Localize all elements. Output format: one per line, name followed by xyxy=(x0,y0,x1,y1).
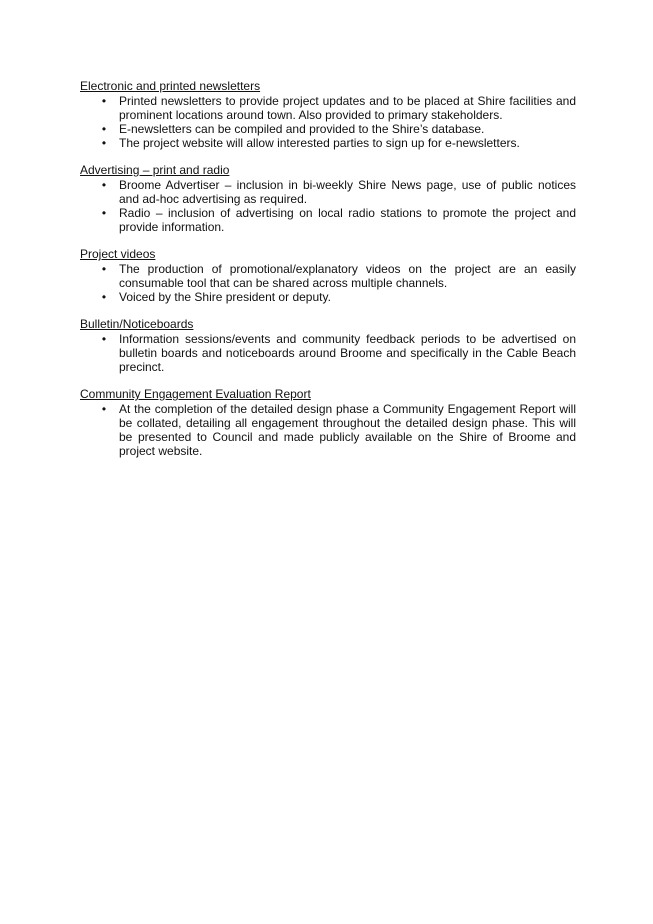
list-item-text: Voiced by the Shire president or deputy. xyxy=(119,290,331,304)
list-item-text: Broome Advertiser – inclusion in bi-weekly Shire News page, use of public notices and ad-hoc advertising as required. xyxy=(119,178,576,206)
list-item-text: E-newsletters can be compiled and provided to the Shire’s database. xyxy=(119,122,485,136)
section-heading: Advertising – print and radio xyxy=(80,163,230,177)
list-item xyxy=(80,178,576,206)
bullet-icon: • xyxy=(101,402,107,416)
section-evaluation-report xyxy=(80,387,576,458)
bullet-icon: • xyxy=(101,122,107,136)
bullet-list xyxy=(80,402,576,458)
list-item-text: Information sessions/events and community feedback periods to be advertised on bulletin boards and noticeboards around Broome and specifically in the Cable Beach precinct. xyxy=(119,332,576,374)
list-item xyxy=(80,206,576,234)
list-item xyxy=(80,332,576,374)
bullet-list xyxy=(80,94,576,150)
list-item xyxy=(80,402,576,458)
list-item xyxy=(80,94,576,122)
list-item xyxy=(80,262,576,290)
list-item-text: Printed newsletters to provide project updates and to be placed at Shire facilities and prominent locations around town. Also provided to primary stakeholders. xyxy=(119,94,576,122)
section-heading: Project videos xyxy=(80,247,156,261)
section-heading: Community Engagement Evaluation Report xyxy=(80,387,311,401)
list-item-text: The project website will allow interested parties to sign up for e-newsletters. xyxy=(119,136,520,150)
list-item-text: At the completion of the detailed design phase a Community Engagement Report will be collated, detailing all engagement throughout the detailed design phase. This will be presented to Council and made publicly available on the Shire of Broome and project website. xyxy=(119,402,576,458)
document-body xyxy=(80,79,576,471)
list-item xyxy=(80,290,576,304)
list-item xyxy=(80,136,576,150)
bullet-icon: • xyxy=(101,332,107,346)
bullet-list xyxy=(80,178,576,234)
section-heading: Electronic and printed newsletters xyxy=(80,79,261,93)
bullet-icon: • xyxy=(101,178,107,192)
section-bulletin-noticeboards xyxy=(80,317,576,374)
section-heading: Bulletin/Noticeboards xyxy=(80,317,194,331)
bullet-list xyxy=(80,332,576,374)
list-item-text: The production of promotional/explanatory videos on the project are an easily consumable tool that can be shared across multiple channels. xyxy=(119,262,576,290)
bullet-list xyxy=(80,262,576,304)
list-item xyxy=(80,122,576,136)
list-item-text: Radio – inclusion of advertising on local radio stations to promote the project and provide information. xyxy=(119,206,576,234)
bullet-icon: • xyxy=(101,136,107,150)
bullet-icon: • xyxy=(101,94,107,108)
bullet-icon: • xyxy=(101,290,107,304)
section-electronic-newsletters xyxy=(80,79,576,150)
section-project-videos xyxy=(80,247,576,304)
section-advertising xyxy=(80,163,576,234)
bullet-icon: • xyxy=(101,262,107,276)
bullet-icon: • xyxy=(101,206,107,220)
